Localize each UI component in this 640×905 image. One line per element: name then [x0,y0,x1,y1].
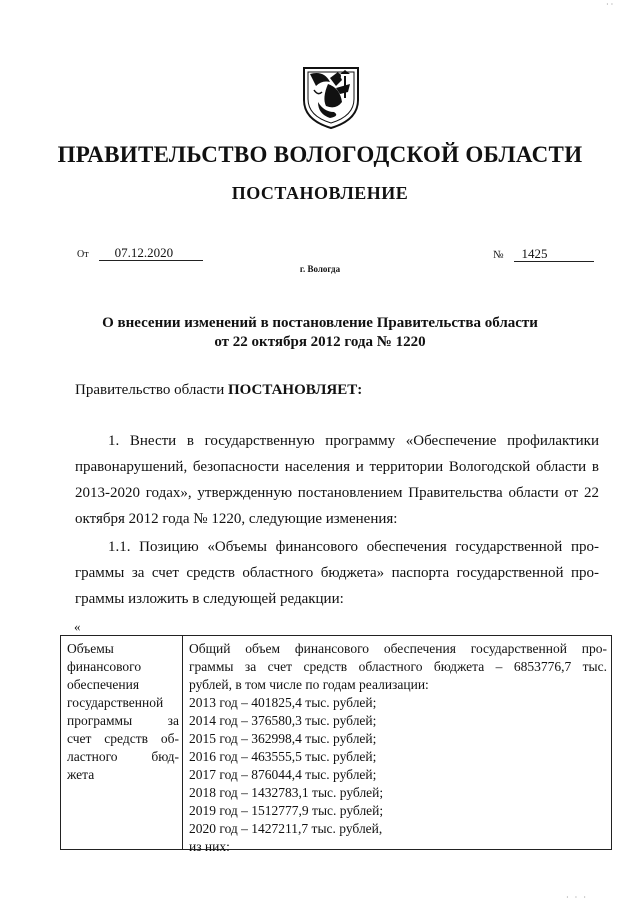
cell-line: 2019 год – 1512777,9 тыс. рублей; [189,803,384,818]
cell-line: счет средств об- [67,731,179,746]
text-line: граммы изложить в следующей редакции: [75,591,344,607]
cell-line: из них: [189,839,230,854]
heading-line: О внесении изменений в постановление Правительства области [102,315,538,331]
table-cell-label [67,640,179,784]
cell-line: 2016 год – 463555,5 тыс. рублей; [189,749,377,764]
funding-table [60,635,612,854]
decree-prefix: Правительство области [75,382,225,398]
cell-line: государственной [67,695,164,710]
text-line: правонарушений, безопасности населения и территории Вологодской области в [75,459,599,475]
cell-line: программы за [67,713,179,728]
text-line: 1.1. Позицию «Объемы финансового обеспечения государственной про- [108,539,599,555]
cell-line: 2014 год – 376580,3 тыс. рублей; [189,713,377,728]
decree-statement [75,382,362,399]
opening-quote: « [74,619,81,634]
text-line: граммы за счет средств областного бюджета» паспорта государственной про- [75,565,599,581]
cell-line: 2013 год – 401825,4 тыс. рублей; [189,695,377,710]
heading-line: от 22 октября 2012 года № 1220 [214,334,426,350]
cell-line: Общий объем финансового обеспечения государственной про- [189,641,607,656]
cell-line: финансового [67,659,142,674]
coat-of-arms-icon [300,62,362,130]
cell-line: 2017 год – 876044,4 тыс. рублей; [189,767,377,782]
scan-marks: · · [606,0,614,9]
cell-line: 2015 год – 362998,4 тыс. рублей; [189,731,377,746]
cell-line: Объемы [67,641,114,656]
city-name: г. Вологда [299,264,341,274]
number-field [493,246,594,262]
document-type: ПОСТАНОВЛЕНИЕ [231,183,409,203]
scan-marks: · · · [566,893,588,902]
cell-line: 2018 год – 1432783,1 тыс. рублей; [189,785,384,800]
date-value: 07.12.2020 [99,246,203,261]
cell-line: граммы за счет средств областного бюджета – 6853776,7 тыс. [189,659,607,674]
number-label: № [493,249,504,261]
cell-line: 2020 год – 1427211,7 тыс. рублей, [189,821,383,836]
cell-line: рублей, в том числе по годам реализации: [189,677,429,692]
table-column-divider [182,636,183,849]
cell-line: жета [67,767,95,782]
text-line: 2013-2020 годах», утвержденную постановлением Правительства области от 22 [75,485,599,501]
org-title: ПРАВИТЕЛЬСТВО ВОЛОГОДСКОЙ ОБЛАСТИ [57,142,583,167]
table-cell-value [189,640,607,856]
cell-line: обеспечения [67,677,140,692]
document-heading [60,314,580,352]
number-value: 1425 [514,247,594,262]
date-label: От [77,249,89,260]
paragraph-1 [75,428,599,532]
paragraph-2 [75,534,599,612]
text-line: октября 2012 года № 1220, следующие изменения: [75,511,398,527]
text-line: 1. Внести в государственную программу «Обеспечение профилактики [108,433,599,449]
decree-keyword: ПОСТАНОВЛЯЕТ: [227,382,363,398]
date-field [77,245,203,261]
cell-line: ластного бюд- [67,749,179,764]
